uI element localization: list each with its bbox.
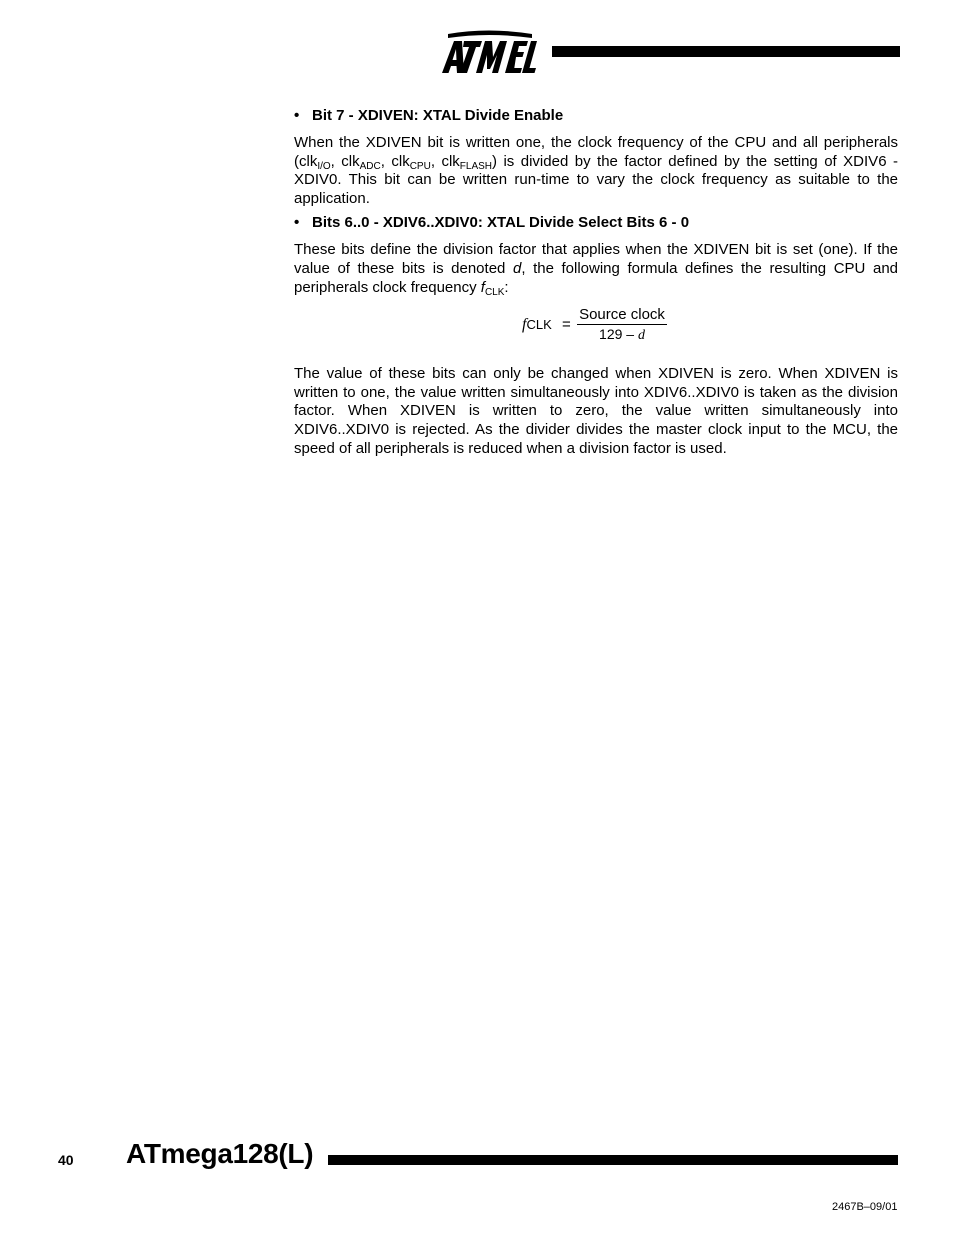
text-run: ) is divided by the factor defined by the setting of XDIV6 - XDIV0. This bit can be written run-time to vary the clock frequency as suitable to the application.: [294, 152, 898, 207]
header-rule: [552, 46, 900, 57]
subscript: CLK: [484, 286, 505, 298]
den-variable: d: [637, 328, 645, 344]
variable-d: d: [512, 259, 522, 277]
formula-clk: CLK: [526, 317, 552, 333]
subscript: ADC: [359, 160, 381, 172]
clock-formula: [294, 306, 898, 350]
text-run: When the XDIVEN bit is written one, the clock frequency of the CPU and all peripherals (clk: [294, 134, 898, 170]
footer-rule: [328, 1155, 898, 1165]
paragraph-xdiven: [294, 134, 898, 208]
footer-title: ATmega128(L): [126, 1138, 314, 1169]
den-operator: –: [622, 326, 638, 343]
section-heading-bit7: [294, 106, 898, 125]
formula-equals: =: [562, 316, 571, 334]
text-run: , clk: [380, 152, 410, 170]
paragraph-xdiv-select: [294, 241, 898, 297]
page-content: [294, 106, 898, 458]
heading-text: Bit 7 - XDIVEN: XTAL Divide Enable: [312, 107, 564, 124]
bullet: •: [294, 214, 300, 232]
section-heading-bits6-0: [294, 213, 898, 232]
heading-text: Bits 6..0 - XDIV6..XDIV0: XTAL Divide Select Bits 6 - 0: [312, 214, 690, 232]
formula-lhs: [522, 316, 552, 334]
page-number: 40: [58, 1152, 74, 1168]
subscript: FLASH: [459, 160, 493, 172]
document-code: 2467B–09/01: [832, 1201, 898, 1213]
text-run: , clk: [430, 152, 460, 170]
paragraph-xdiv-change: The value of these bits can only be changed when XDIVEN is zero. When XDIVEN is written to one, the value written simultaneously into XDIV6..XDIV0 is taken as the division factor. When XDIVEN is written to zero, the value written simultaneously into XDIV6..XDIV0 is rejected. As the divider divides the master clock input to the MCU, the speed of all peripherals is reduced when a division factor is used.: [294, 365, 898, 457]
formula-fraction: [577, 306, 667, 345]
text-run: These bits define the division factor that applies when the XDIVEN bit is set (one). If the value of these bits is denoted: [294, 241, 898, 277]
den-number: 129: [599, 326, 623, 343]
text-run: :: [504, 278, 509, 296]
formula-f: f: [522, 316, 527, 334]
formula-numerator: Source clock: [577, 306, 667, 325]
variable-f: f: [480, 278, 485, 296]
formula-denominator: [577, 325, 667, 345]
text-run: , clk: [330, 152, 360, 170]
text-run: , the following formula defines the resulting CPU and peripherals clock frequency: [294, 259, 899, 296]
atmel-logo: [440, 29, 538, 77]
bullet: •: [294, 107, 300, 124]
subscript: CPU: [409, 160, 431, 172]
subscript: I/O: [317, 160, 331, 172]
